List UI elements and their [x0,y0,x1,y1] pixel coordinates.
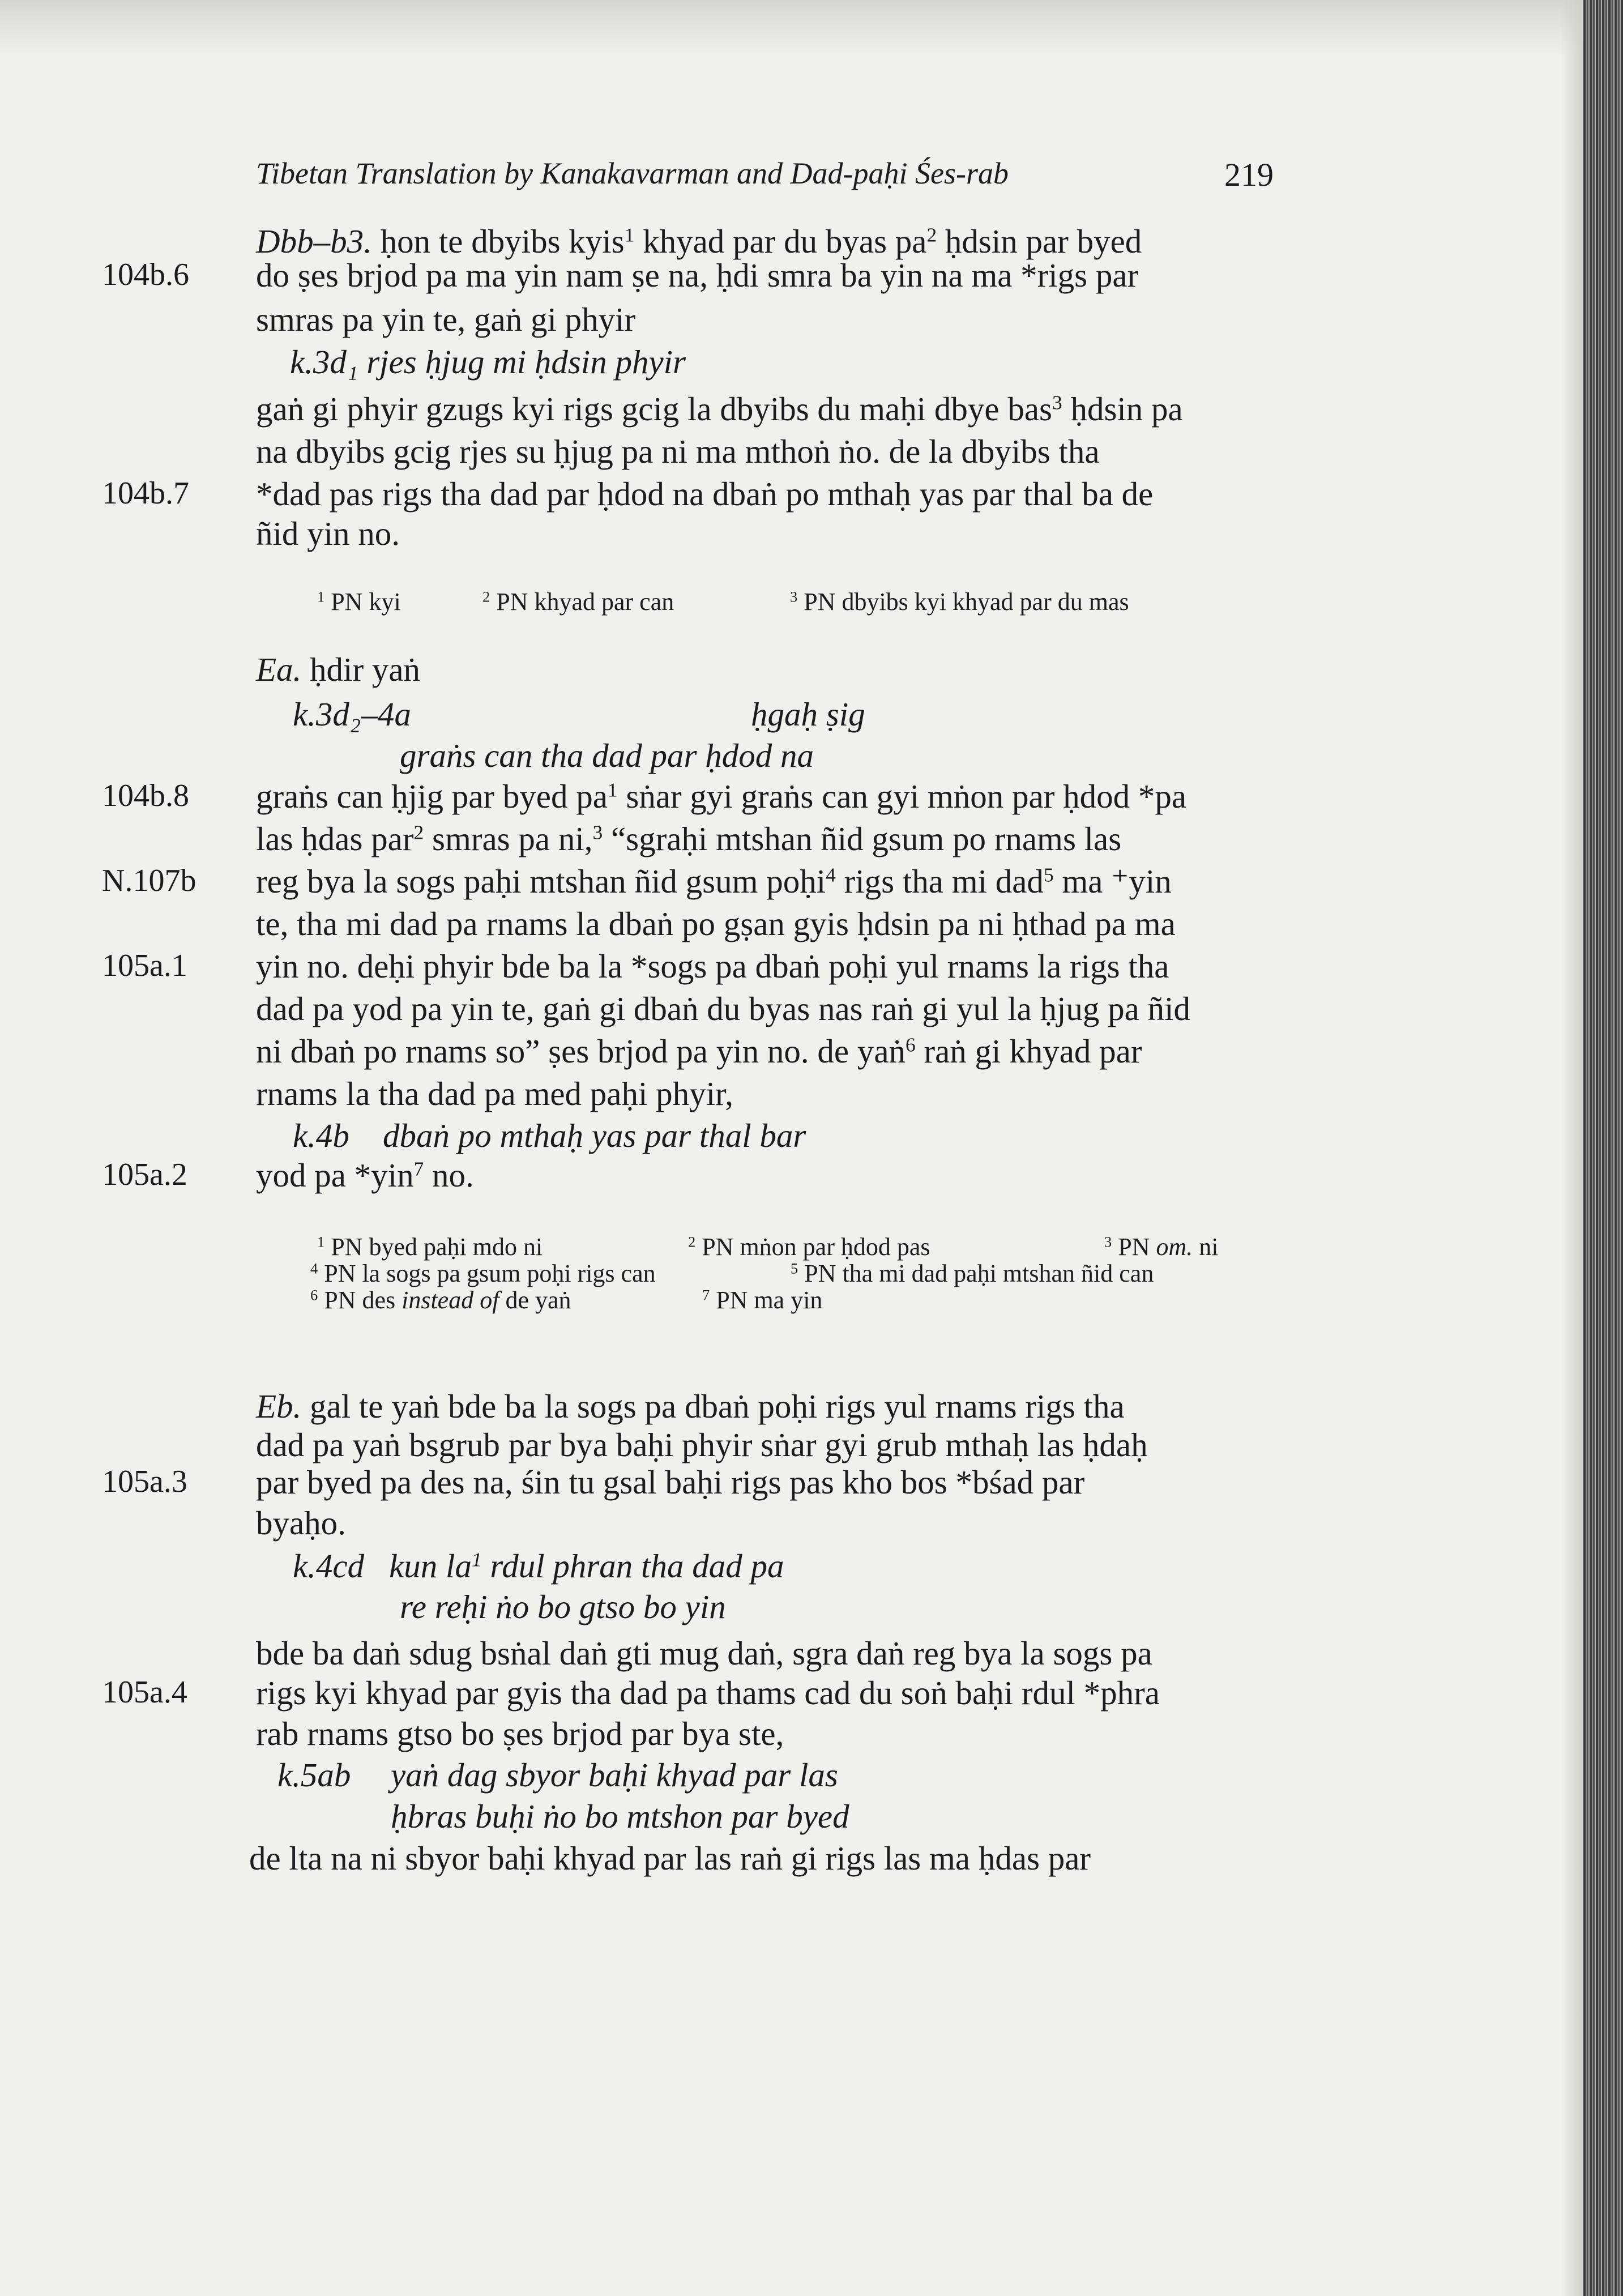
margin-ref: 104b.6 [102,257,189,292]
footnote-ref: 3 [592,821,603,844]
footnote-ref: 2 [926,223,937,246]
section-label: Eb. [256,1388,302,1425]
margin-ref: 105a.2 [102,1157,187,1192]
footnote: $^7$ PN ma yin [702,1286,823,1314]
section-label: Dbb–b3. [256,223,372,260]
footnote: $^3$ PN om. ni [1104,1233,1219,1261]
footnote-ref: 2 [413,821,424,844]
margin-ref: N.107b [102,863,197,898]
verse-line: ḥbras buḥi ṅo bo mtshon par byed [391,1798,849,1835]
footnote: $^2$ PN khyad par can [482,588,674,616]
footnote-ref: 7 [413,1157,424,1180]
verse-line: re reḥi ṅo bo gtso bo yin [400,1588,726,1625]
footnote-ref: 5 [1043,863,1054,886]
footnote-ref: 6 [906,1033,916,1056]
margin-ref: 104b.8 [102,778,189,813]
margin-ref: 105a.1 [102,948,187,983]
text-line: yod pa *yin$^7$ no. [256,1156,474,1194]
text-line: Eb. gal te yaṅ bde ba la sogs pa dbaṅ poḥi rigs yul rnams rigs tha [256,1388,1125,1425]
running-header: Tibetan Translation by Kanakavarman and Dad-paḥi Śes-rab [256,156,1009,190]
footnote: $^1$ PN byed paḥi mdo ni [317,1233,543,1261]
verse-line: graṅs can tha dad par ḥdod na [400,737,814,774]
section-label: Ea. [256,651,302,688]
text-line: byaḥo. [256,1504,346,1542]
text-line: yin no. deḥi phyir bde ba la *sogs pa dbaṅ poḥi yul rnams la rigs tha [256,948,1169,985]
footnote: $^5$ PN tha mi dad paḥi mtshan ñid can [791,1260,1154,1287]
footnote: $^6$ PN des instead of de yaṅ [310,1286,571,1314]
verse-line: k.3d₁ rjes ḥjug mi ḥdsin phyir [290,343,686,381]
text-line: bde ba daṅ sdug bsṅal daṅ gti mug daṅ, sgra daṅ reg bya la sogs pa [256,1634,1152,1672]
text-line: te, tha mi dad pa rnams la dbaṅ po gṣan gyis ḥdsin pa ni ḥthad pa ma [256,905,1176,942]
text-line: rnams la tha dad pa med paḥi phyir, [256,1075,734,1112]
footnote-ref: 1 [471,1548,482,1571]
text-line: rab rnams gtso bo ṣes brjod par bya ste, [256,1715,784,1752]
text-line: gaṅ gi phyir gzugs kyi rigs gcig la dbyibs du maḥi dbye bas$^3$ ḥdsin pa [256,390,1183,428]
text-line: las ḥdas par$^2$ smras pa ni,$^3$ “sgraḥi mtshan ñid gsum po rnams las [256,820,1122,857]
footnote: $^4$ PN la sogs pa gsum poḥi rigs can [310,1260,656,1287]
footnote-ref: 1 [624,223,635,246]
verse-line: k.4cd kun $la^1$ rdul phran tha dad pa [293,1547,784,1585]
text-line: reg bya la sogs paḥi mtshan ñid gsum poḥi$^4$ rigs tha mi dad$^5$ ma ⁺yin [256,863,1172,900]
scan-binding-shadow [1561,0,1583,2296]
verse-line: yaṅ dag sbyor baḥi khyad par las [391,1756,838,1794]
verse-line: dbaṅ po mthaḥ yas par thal bar [383,1117,806,1154]
text-line: smras pa yin te, gaṅ gi phyir [256,301,636,338]
verse-label: k.4b [293,1117,349,1154]
text-line: do ṣes brjod pa ma yin nam ṣe na, ḥdi smra ba yin na ma *rigs par [256,257,1139,294]
text-line: de lta na ni sbyor baḥi khyad par las raṅ gi rigs las ma ḥdas par [249,1840,1091,1877]
margin-ref: 104b.7 [102,476,189,511]
margin-ref: 105a.3 [102,1464,187,1499]
footnote: $^1$ PN kyi [317,588,401,616]
text-line: Dbb–b3. ḥon te dbyibs kyis$^1$ khyad par du byas $pa^2$ ḥdsin par byed [256,223,1142,260]
text-line: ni dbaṅ po rnams so” ṣes brjod pa yin no. de yaṅ$^6$ raṅ gi khyad par [256,1032,1142,1070]
scan-top-edge [0,0,1623,57]
text-line: dad pa yod pa yin te, gaṅ gi dbaṅ du byas nas raṅ gi yul la ḥjug pa ñid [256,990,1191,1027]
text-line: ñid yin no. [256,515,400,552]
footnote-ref: 1 [607,778,618,801]
text-line: graṅs can ḥjig par byed $pa^1$ sṅar gyi graṅs can gyi mṅon par ḥdod *pa [256,778,1187,815]
page-number: 219 [1224,156,1274,193]
scan-right-edge [1583,0,1623,2296]
text-line: rigs kyi khyad par gyis tha dad pa thams cad du soṅ baḥi rdul *phra [256,1674,1160,1712]
verse-label: k.5ab [277,1756,351,1794]
verse-line: ḥgaḥ ṣig [751,695,865,733]
footnote-ref: 4 [826,863,836,886]
text-line: Ea. ḥdir yaṅ [256,651,421,688]
verse-label: k.3d₂–4a [293,695,411,733]
text-line: par byed pa des na, śin tu gsal baḥi rigs pas kho bos *bśad par [256,1463,1085,1501]
margin-ref: 105a.4 [102,1675,187,1710]
text-line: dad pa yaṅ bsgrub par bya baḥi phyir sṅar gyi grub mthaḥ las ḥdaḥ [256,1426,1148,1463]
footnote: $^3$ PN dbyibs kyi khyad par du mas [790,588,1129,616]
footnote-ref: 3 [1052,391,1062,414]
footnote: $^2$ PN mṅon par ḥdod pas [688,1233,930,1261]
text-line: na dbyibs gcig rjes su ḥjug pa ni ma mthoṅ ṅo. de la dbyibs tha [256,433,1100,470]
text-line: *dad pas rigs tha dad par ḥdod na dbaṅ po mthaḥ yas par thal ba de [256,475,1154,513]
